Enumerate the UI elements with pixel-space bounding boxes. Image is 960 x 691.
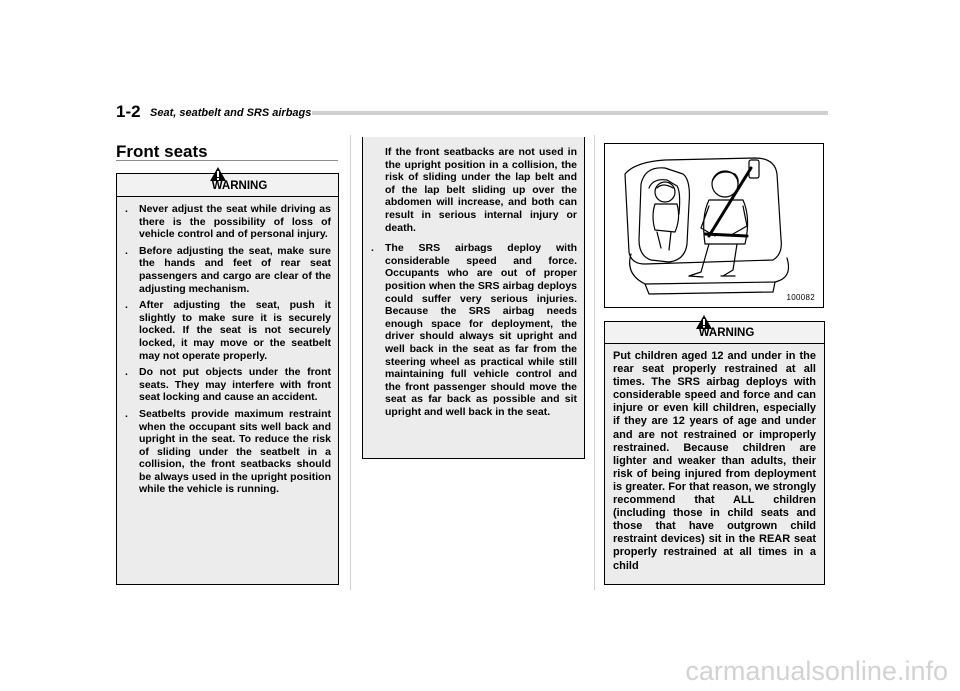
bullet-mark: . <box>371 242 374 255</box>
warning-box-children <box>604 321 825 585</box>
warning-box-continued <box>362 137 585 459</box>
bullet-mark: . <box>125 407 128 420</box>
bullet-mark: . <box>125 299 128 312</box>
list-item <box>124 408 331 496</box>
list-item-text: Seatbelts provide maximum restraint when the occupant sits well back and upright in the seat. To reduce the risk of sliding under the seatbelt in a collision, the front seatbacks should be always used in the upright position while the vehicle is running. <box>139 407 331 496</box>
list-item <box>124 203 331 241</box>
heading-rule <box>116 160 338 161</box>
bullet-mark: . <box>125 203 128 215</box>
page-heading: Front seats <box>116 142 208 161</box>
list-item <box>370 242 577 418</box>
warning-title <box>117 179 338 193</box>
warning-header <box>117 174 338 197</box>
bullet-mark: . <box>125 244 128 257</box>
list-item-text: After adjusting the seat, push it slightly to make sure it is securely locked. If the seat is not securely locked, it may move or the seatbelt may not operate properly. <box>139 299 331 362</box>
page-header <box>116 102 828 122</box>
warning-title-text: WARNING <box>211 180 268 192</box>
child-seat-illustration <box>605 144 823 307</box>
list-item-text: The SRS airbags deploy with considerable speed and force. Occupants who are out of proper position when the SRS airbag deploys could suffer very serious injuries. Because the SRS airbag needs enough space for deployment, the driver should always sit upright and well back in the seat as far from the steering wheel as practical while still maintaining full vehicle control and the front passenger should move the seat as far back as possible and sit upright and well back in the seat. <box>385 242 577 418</box>
column-divider <box>594 135 595 590</box>
warning-list <box>117 197 338 506</box>
warning-title-text: WARNING <box>698 327 755 339</box>
list-item <box>124 366 331 404</box>
list-item-text: Do not put objects under the front seats. They may interfere with front seat locking and cause an accident. <box>139 366 331 404</box>
column-divider <box>350 135 351 590</box>
warning-list <box>363 238 584 428</box>
warning-title <box>605 326 824 340</box>
continuation-text: If the front seatbacks are not used in the upright position in a collision, the risk of sliding under the lap belt and of the lap belt sliding up over the abdomen will increase, and both can result in serious internal injury or death. <box>385 146 577 234</box>
list-item-text: Never adjust the seat while driving as there is the possibility of loss of vehicle control and of personal injury. <box>139 203 331 241</box>
bullet-mark: . <box>125 366 128 379</box>
figure-code: 100082 <box>786 293 815 302</box>
list-item-text: Before adjusting the seat, make sure the hands and feet of rear seat passengers and cargo are clear of the adjusting mechanism. <box>139 244 331 295</box>
watermark: carmanualsonline.info <box>685 656 948 686</box>
child-seat-figure <box>604 143 824 308</box>
header-rule <box>312 111 828 115</box>
warning-text: Put children aged 12 and under in the rear seat properly restrained at all times. The SRS airbag deploys with considerable speed and force and can injure or even kill children, especially if they are 12 years of age and under and are not restrained or improperly restrained. Because children are lighter and weaker than adults, their risk of being injured from deployment is greater. For that reason, we strongly recommend that ALL children (including those in child seats and those that have outgrown child restraint devices) sit in the REAR seat properly restrained at all times in a child <box>613 350 816 572</box>
list-item <box>124 245 331 295</box>
page-number: 1-2 <box>116 102 141 121</box>
list-item <box>124 299 331 362</box>
warning-box-front-seats <box>116 173 339 585</box>
warning-header <box>605 322 824 344</box>
section-title: Seat, seatbelt and SRS airbags <box>150 107 312 119</box>
